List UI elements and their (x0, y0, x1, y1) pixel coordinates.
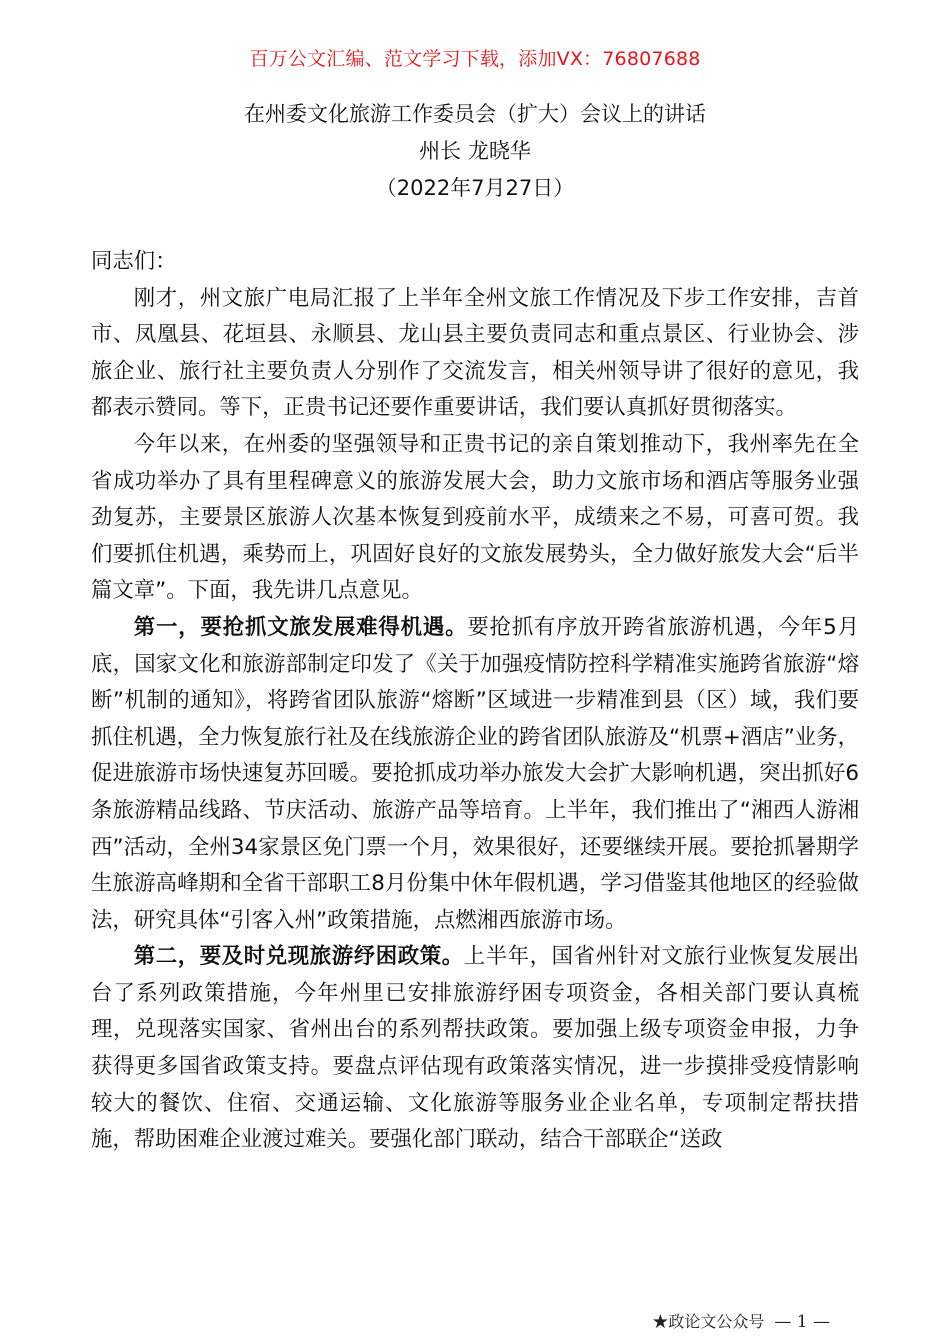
header-banner: 百万公文汇编、范文学习下载，添加VX：76807688 (249, 48, 701, 70)
paragraph-4 (91, 939, 859, 1159)
paragraph-3-heading: 第一，要抢抓文旅发展难得机遇。 (133, 614, 468, 640)
document-author: 州长 龙晓华 (419, 139, 531, 163)
document-title: 在州委文化旅游工作委员会（扩大）会议上的讲话 (244, 102, 706, 126)
paragraph-3 (91, 610, 859, 939)
salutation: 同志们： (91, 249, 177, 274)
paragraph-2: 今年以来，在州委的坚强领导和正贵书记的亲自策划推动下，我州率先在全省成功举办了具有里程碑意义的旅游发展大会，助力文旅市场和酒店等服务业强劲复苏，主要景区旅游人次基本恢复到疫前水平，成绩来之不易，可喜可贺。我们要抓住机遇，乘势而上，巩固好良好的文旅发展势头，全力做好旅发大会“后半篇文章”。下面，我先讲几点意见。 (91, 431, 859, 604)
page-footer (652, 1309, 830, 1332)
footer-source: ★政论文公众号 (652, 1312, 765, 1331)
paragraph-3-body: 要抢抓有序放开跨省旅游机遇，今年5月底，国家文化和旅游部制定印发了《关于加强疫情防控科学精准实施跨省旅游“熔断”机制的通知》，将跨省团队旅游“熔断”区域进一步精准到县（区）域，我们要抓住机遇，全力恢复旅行社及在线旅游企业的跨省团队旅游及“机票+酒店”业务，促进旅游市场快速复苏回暖。要抢抓成功举办旅发大会扩大影响机遇，突出抓好6条旅游精品线路、节庆活动、旅游产品等培育。上半年，我们推出了“湘西人游湘西”活动，全州34家景区免门票一个月，效果很好，还要继续开展。要抢抓暑期学生旅游高峰期和全省干部职工8月份集中休年假机遇，学习借鉴其他地区的经验做法，研究具体“引客入州”政策措施，点燃湘西旅游市场。 (91, 614, 859, 933)
page-number: — 1 — (774, 1312, 830, 1332)
paragraph-4-body: 上半年，国省州针对文旅行业恢复发展出台了系列政策措施，今年州里已安排旅游纾困专项资金，各相关部门要认真梳理，兑现落实国家、省州出台的系列帮扶政策。要加强上级专项资金申报，力争获得更多国省政策支持。要盘点评估现有政策落实情况，进一步摸排受疫情影响较大的餐饮、住宿、交通运输、文化旅游等服务业企业名单，专项制定帮扶措施，帮助困难企业渡过难关。要强化部门联动，结合干部联企“送政 (91, 944, 859, 1153)
paragraph-1: 刚才，州文旅广电局汇报了上半年全州文旅工作情况及下步工作安排，吉首市、凤凰县、花垣县、永顺县、龙山县主要负责同志和重点景区、行业协会、涉旅企业、旅行社主要负责人分别作了交流发言，相关州领导讲了很好的意见，我都表示赞同。等下，正贵书记还要作重要讲话，我们要认真抓好贯彻落实。 (91, 285, 859, 421)
document-body (91, 244, 859, 1159)
document-date: （2022年7月27日） (375, 176, 575, 200)
paragraph-4-heading: 第二，要及时兑现旅游纾困政策。 (133, 944, 464, 970)
